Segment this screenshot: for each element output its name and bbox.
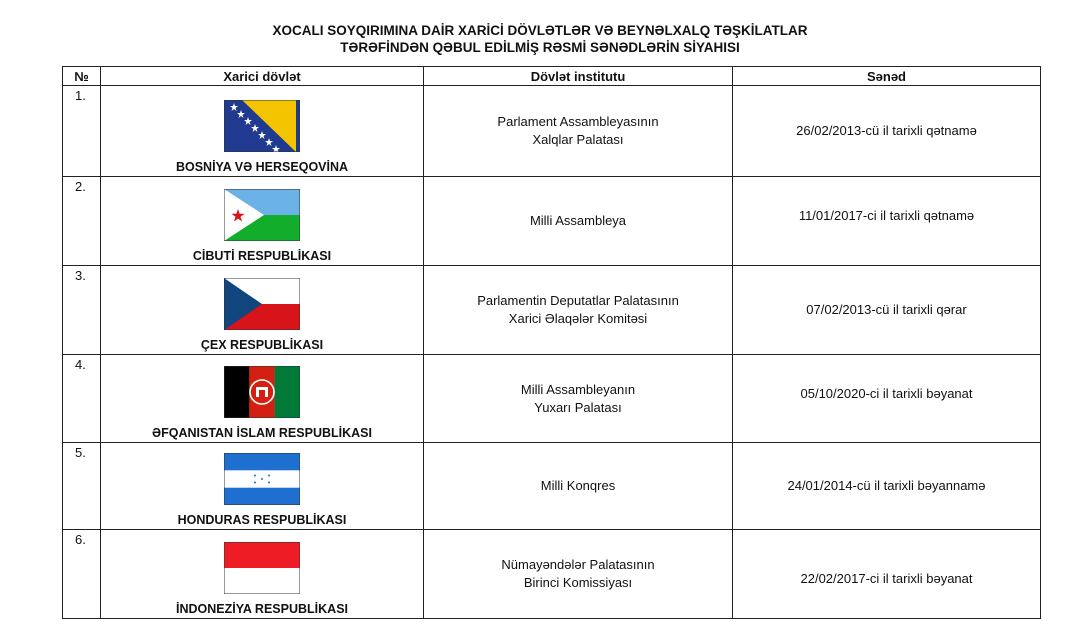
row-number: 3.: [63, 266, 101, 355]
institution-line-1: Parlamentin Deputatlar Palatasının: [477, 293, 679, 308]
institution-line-1: Parlament Assambleyasının: [497, 114, 659, 129]
title-line-2: TƏRƏFİNDƏN QƏBUL EDİLMİŞ RƏSMİ SƏNƏDLƏRİN SİYAHISI: [340, 40, 740, 55]
header-institution: Dövlət institutu: [424, 67, 733, 86]
table-row: [63, 355, 1041, 443]
djibouti-flag-icon: [224, 189, 300, 241]
table-row: [63, 86, 1041, 177]
country-name: BOSNİYA VƏ HERSEQOVİNA: [175, 160, 349, 174]
institution-cell: [424, 177, 733, 266]
institution-cell: [424, 86, 733, 177]
row-number: 1.: [63, 86, 101, 177]
honduras-flag-icon: [224, 453, 300, 505]
country-cell: [101, 86, 424, 177]
indonesia-flag-icon: [224, 542, 300, 594]
country-cell: [101, 177, 424, 266]
institution-cell: [424, 355, 733, 443]
document-cell: 05/10/2020-ci il tarixli bəyanat: [733, 355, 1041, 443]
table-row: [63, 177, 1041, 266]
institution-line-1: Milli Assambleya: [529, 213, 627, 228]
institution-cell: [424, 443, 733, 530]
institution-cell: [424, 530, 733, 619]
document-cell: 26/02/2013-cü il tarixli qətnamə: [733, 86, 1041, 177]
table-row: [63, 530, 1041, 619]
row-number: 5.: [63, 443, 101, 530]
country-name: İNDONEZİYA RESPUBLİKASI: [175, 602, 348, 616]
document-cell: 22/02/2017-ci il tarixli bəyanat: [733, 530, 1041, 619]
institution-line-2: Xalqlar Palatası: [532, 132, 624, 147]
country-name: ÇEX RESPUBLİKASI: [200, 338, 324, 352]
header-country: Xarici dövlət: [101, 67, 424, 86]
czech-flag-icon: [224, 278, 300, 330]
document-cell: 24/01/2014-cü il tarixli bəyannamə: [733, 443, 1041, 530]
documents-table: [62, 66, 1041, 619]
institution-cell: [424, 266, 733, 355]
institution-line-2: Yuxarı Palatası: [534, 399, 622, 415]
table-row: [63, 266, 1041, 355]
document-cell: 07/02/2013-cü il tarixli qərar: [733, 266, 1041, 355]
country-name: ƏFQANISTAN İSLAM RESPUBLİKASI: [152, 426, 372, 440]
country-name: HONDURAS RESPUBLİKASI: [177, 513, 347, 527]
header-number: №: [63, 67, 101, 86]
institution-line-1: Nümayəndələr Palatasının: [501, 557, 655, 572]
row-number: 6.: [63, 530, 101, 619]
row-number: 4.: [63, 355, 101, 443]
bosnia-flag-icon: [224, 100, 300, 152]
country-cell: [101, 266, 424, 355]
country-cell: [101, 443, 424, 530]
institution-line-2: Birinci Komissiyası: [523, 575, 633, 590]
header-document: Sənəd: [733, 67, 1041, 86]
institution-line-1: Milli Assambleyanın: [520, 381, 636, 397]
institution-line-2: Xarici Əlaqələr Komitəsi: [508, 311, 648, 326]
table-row: [63, 443, 1041, 530]
table-header-row: [63, 67, 1041, 86]
row-number: 2.: [63, 177, 101, 266]
country-name: CİBUTİ RESPUBLİKASI: [192, 249, 332, 263]
country-cell: [101, 355, 424, 443]
document-cell: 11/01/2017-ci il tarixli qətnamə: [733, 177, 1041, 266]
country-cell: [101, 530, 424, 619]
institution-line-1: Milli Konqres: [540, 478, 616, 493]
title-line-1: XOCALI SOYQIRIMINA DAİR XARİCİ DÖVLƏTLƏR VƏ BEYNƏLXALQ TƏŞKİLATLAR: [272, 23, 808, 38]
afghanistan-flag-icon: [224, 366, 300, 418]
document-title: [0, 22, 1080, 56]
